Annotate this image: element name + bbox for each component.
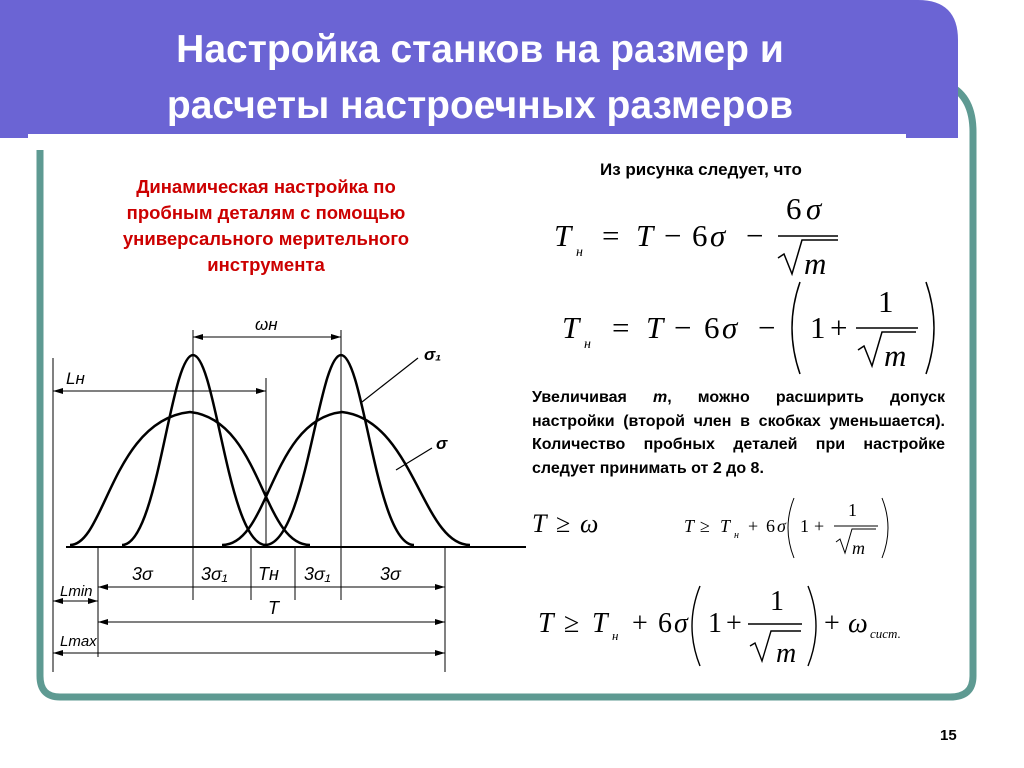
svg-text:σ: σ <box>674 608 688 639</box>
svg-text:сист.: сист. <box>870 626 901 641</box>
label-omega-n: ωн <box>255 315 278 334</box>
svg-text:6: 6 <box>766 516 775 536</box>
svg-text:T: T <box>720 516 731 536</box>
svg-text:T: T <box>562 310 580 345</box>
svg-text:1: 1 <box>770 586 784 617</box>
svg-text:T: T <box>532 509 547 538</box>
formula-1 <box>540 186 860 282</box>
label-3sigma-right: 3σ <box>380 564 401 584</box>
svg-text:σ: σ <box>710 218 726 253</box>
label-3sigma1-left: 3σ₁ <box>201 564 228 584</box>
svg-text:=: = <box>602 218 620 253</box>
arrow-omega-r <box>331 334 341 340</box>
svg-text:m: m <box>884 338 907 373</box>
formula-5 <box>532 580 932 672</box>
label-T: T <box>268 598 279 618</box>
svg-text:1: 1 <box>708 608 722 639</box>
svg-text:6: 6 <box>704 310 720 345</box>
formula-4 <box>680 492 920 562</box>
svg-text:σ: σ <box>777 516 786 536</box>
explanation-paragraph: Увеличивая m, можно расширить допуск настройки (второй член в скобках уменьшается). Количество пробных деталей при настройке следует принимать от 2 до 8. <box>532 389 945 477</box>
curve-sigma1-left <box>122 355 266 545</box>
svg-text:T: T <box>684 516 695 536</box>
label-3sigma-left: 3σ <box>132 564 153 584</box>
svg-text:T: T <box>538 608 554 639</box>
variable-m: m <box>652 389 668 406</box>
svg-text:−: − <box>758 310 776 345</box>
svg-text:−: − <box>674 310 692 345</box>
svg-text:≥: ≥ <box>556 509 571 538</box>
svg-text:+: + <box>632 608 648 639</box>
svg-text:σ: σ <box>806 191 822 226</box>
heading-line-1: Динамическая настройка по <box>136 176 396 197</box>
svg-text:m: m <box>852 538 865 558</box>
svg-text:+: + <box>726 608 742 639</box>
formula-2 <box>548 274 948 382</box>
label-3sigma1-right: 3σ₁ <box>304 564 331 584</box>
svg-text:T: T <box>636 218 654 253</box>
heading-line-3: универсального мерительного <box>122 228 410 249</box>
svg-text:σ: σ <box>722 310 738 345</box>
svg-text:T: T <box>646 310 664 345</box>
svg-text:=: = <box>612 310 630 345</box>
arrow-chain-r <box>435 584 445 590</box>
page-number: 15 <box>940 727 957 744</box>
svg-text:ω: ω <box>580 509 599 538</box>
intro-text: Из рисунка следует, что <box>600 160 802 179</box>
svg-text:+: + <box>824 608 840 639</box>
svg-text:+: + <box>814 516 825 536</box>
svg-text:6: 6 <box>692 218 708 253</box>
heading-line-2: пробным деталям с помощью <box>126 202 406 223</box>
arrow-chain-l <box>98 584 108 590</box>
arrow-T-r <box>435 619 445 625</box>
svg-text:−: − <box>746 218 764 253</box>
title-line-1: Настройка станков на размер и <box>176 28 784 71</box>
curve-label-sigma1: σ₁ <box>424 345 442 364</box>
svg-text:≥: ≥ <box>564 608 580 639</box>
svg-text:ω: ω <box>848 608 868 639</box>
svg-text:н: н <box>584 337 591 352</box>
svg-text:1: 1 <box>800 516 809 536</box>
title-line-2: расчеты настроечных размеров <box>166 84 794 127</box>
svg-text:T: T <box>592 608 608 639</box>
arrow-ln-l <box>53 388 63 394</box>
curve-sigma-right <box>222 412 470 545</box>
arrow-lmax-r <box>435 650 445 656</box>
svg-text:н: н <box>612 628 619 643</box>
curve-sigma1-right <box>265 355 414 545</box>
label-T-n: Tн <box>258 564 279 584</box>
arrow-omega-l <box>193 334 203 340</box>
heading-line-4: инструмента <box>207 254 325 275</box>
formula-3 <box>528 504 628 544</box>
arrow-ln-r <box>256 388 266 394</box>
svg-text:1: 1 <box>810 310 826 345</box>
svg-text:T: T <box>554 218 572 253</box>
arrow-lmax-l <box>53 650 63 656</box>
svg-text:1: 1 <box>848 500 857 520</box>
svg-text:+: + <box>830 310 848 345</box>
label-L-max: Lmax <box>60 633 97 650</box>
svg-text:н: н <box>734 530 739 541</box>
label-L-n: Lн <box>66 369 85 388</box>
svg-text:≥: ≥ <box>700 516 710 536</box>
svg-text:н: н <box>576 245 583 260</box>
svg-text:m: m <box>804 246 827 281</box>
svg-text:+: + <box>748 516 759 536</box>
svg-text:1: 1 <box>878 284 894 319</box>
svg-text:6: 6 <box>786 191 802 226</box>
label-L-min: Lmin <box>60 583 93 600</box>
svg-text:m: m <box>776 638 797 669</box>
curve-label-sigma: σ <box>436 434 448 453</box>
arrow-T-l <box>98 619 108 625</box>
leader-sigma1 <box>362 358 418 402</box>
svg-text:6: 6 <box>658 608 672 639</box>
svg-text:−: − <box>664 218 682 253</box>
